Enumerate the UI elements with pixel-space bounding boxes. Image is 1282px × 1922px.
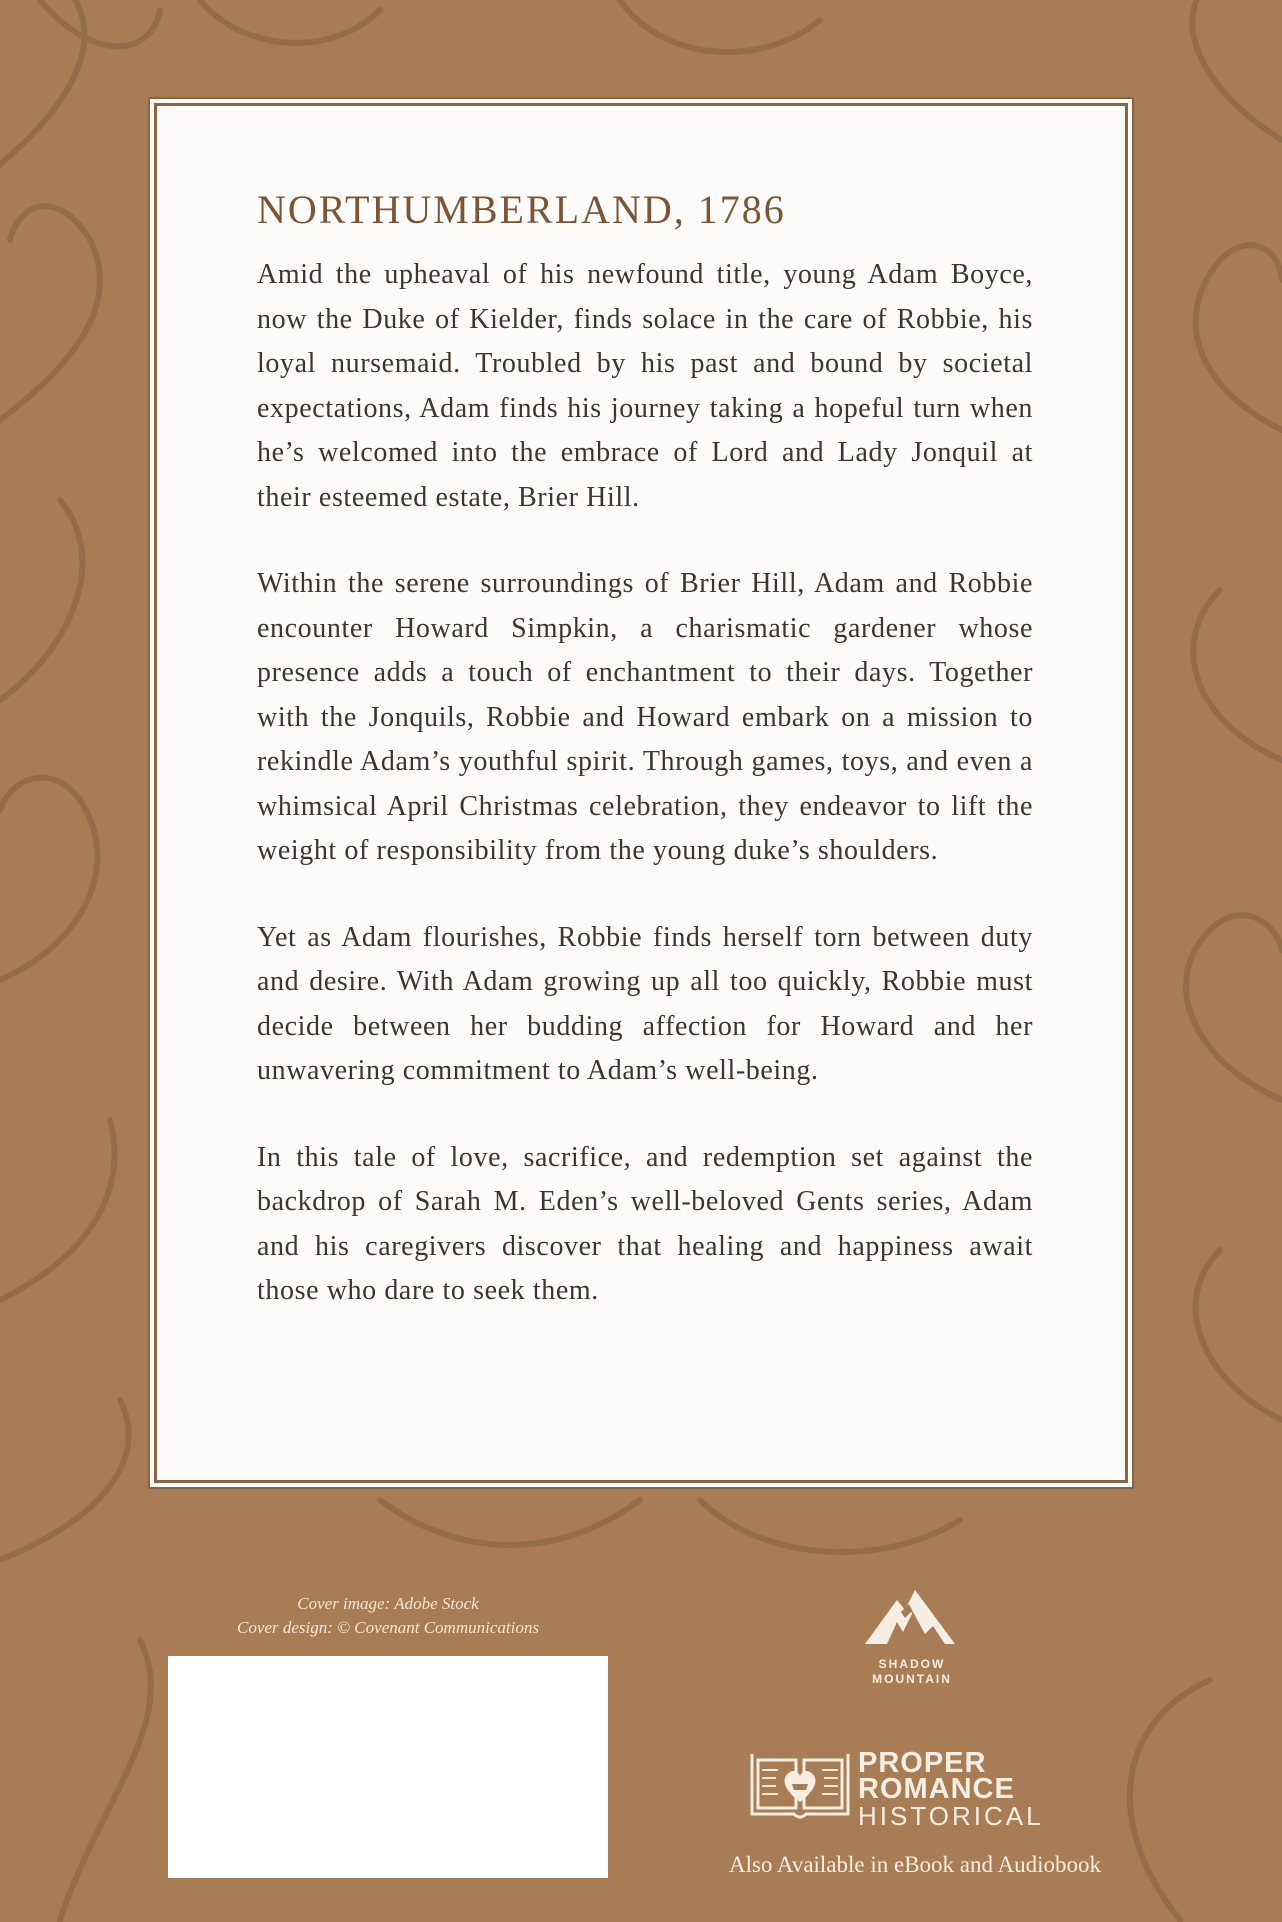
imprint-word-romance: ROMANCE [858,1773,1015,1805]
paragraph-4: In this tale of love, sacrifice, and redemption set against the backdrop of Sarah M. Eden’s well-beloved Gents series, Adam and his caregivers discover that healing and happiness await those who dare to seek them. [257,1141,1033,1306]
availability-note: Also Available in eBook and Audiobook [728,1852,1101,1877]
imprint-word-proper: PROPER [858,1747,987,1779]
setting-heading: NORTHUMBERLAND, 1786 [257,187,786,232]
description-panel [154,103,1128,1483]
open-book-heart-icon [748,1746,852,1826]
mountain-icon [857,1582,967,1652]
imprint-word-historical: HISTORICAL [858,1801,1044,1831]
cover-credits [168,1592,608,1640]
panel-content [257,186,1033,1356]
paragraph-1: Amid the upheaval of his newfound title, young Adam Boyce, now the Duke of Kielder, finds solace in the care of Robbie, his loyal nursemaid. Troubled by his past and bound by societal expectations, Adam finds his journey taking a hopeful turn when he’s welcomed into the embrace of Lord and Lady Jonquil at their esteemed estate, Brier Hill. [257,259,1033,513]
cover-design-credit: Cover design: © Covenant Communications [237,1618,539,1637]
shadow-mountain-logo [852,1582,972,1687]
shadow-label: SHADOW [878,1657,946,1671]
imprint-wordmark [858,1747,1044,1831]
proper-romance-historical-logo [748,1746,1088,1831]
mountain-label: MOUNTAIN [872,1672,952,1686]
cover-image-credit: Cover image: Adobe Stock [297,1594,479,1613]
paragraph-3: Yet as Adam flourishes, Robbie finds herself torn between duty and desire. With Adam growing up all too quickly, Robbie must decide between her budding affection for Howard and her unwavering commitment to Adam’s well-being. [257,921,1033,1086]
paragraph-2: Within the serene surroundings of Brier Hill, Adam and Robbie encounter Howard Simpkin, a charismatic gardener whose presence adds a touch of enchantment to their days. Together with the Jonquils, Robbie and Howard embark on a mission to rekindle Adam’s youthful spirit. Through games, toys, and even a whimsical April Christmas celebration, they endeavor to lift the weight of responsibility from the young duke’s shoulders. [257,568,1033,866]
barcode-area [168,1656,608,1878]
